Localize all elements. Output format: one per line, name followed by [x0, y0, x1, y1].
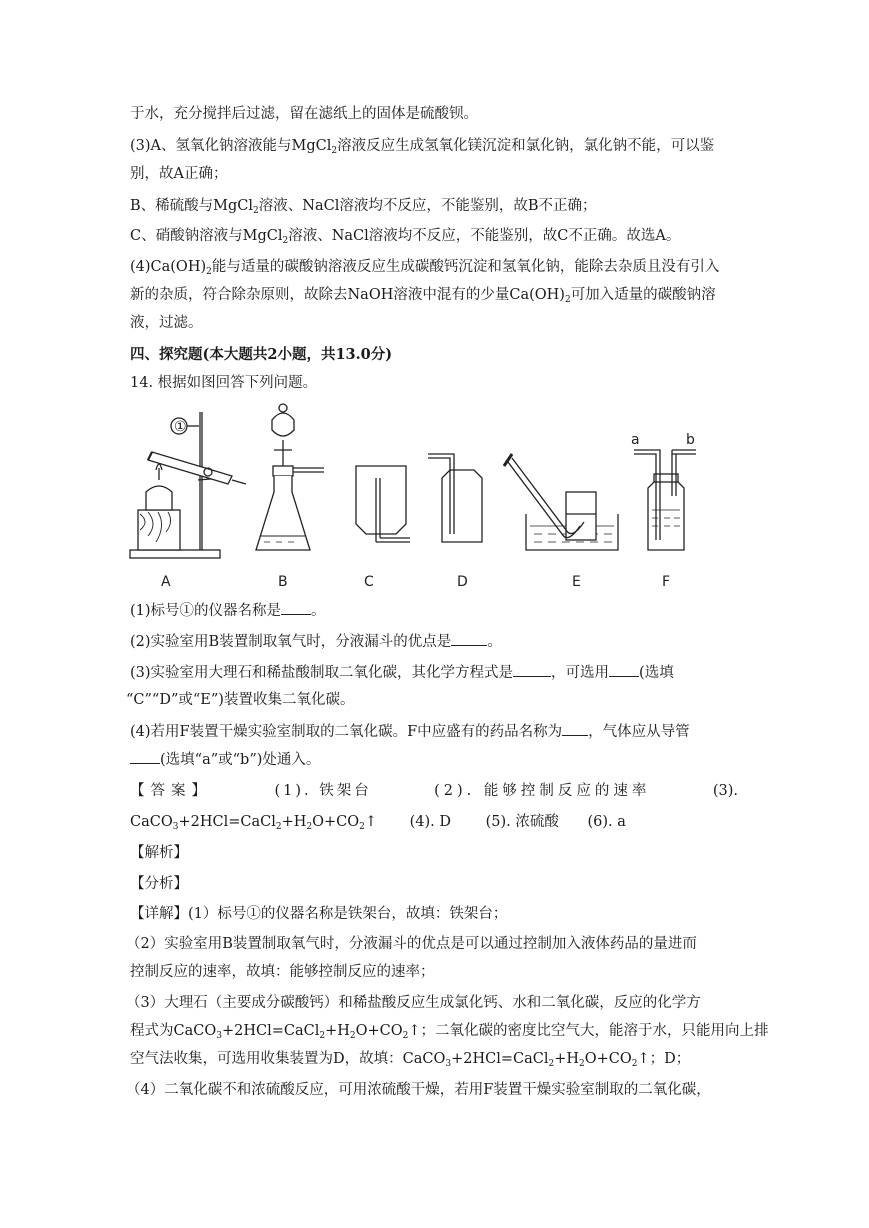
- text-line: C、硝酸钠溶液与MgCl$_2$溶液、NaCl溶液均不反应，不能鉴别，故C不正确。故选A。: [130, 228, 681, 246]
- figure-label-a: A: [161, 574, 171, 590]
- text-line: 液，过滤。: [130, 315, 203, 331]
- detail-line: 【详解】(1）标号①的仪器名称是铁架台，故填：铁架台；: [130, 906, 508, 922]
- text-line: 于水，充分搅拌后过滤，留在滤纸上的固体是硫酸钡。: [130, 106, 478, 122]
- detail-line: （2）实验室用B装置制取氧气时，分液漏斗的优点是可以通过控制加入液体药品的量进而: [126, 936, 697, 952]
- section-heading: 四、探究题(本大题共2小题，共13.0分): [130, 346, 393, 363]
- sub-question-3: (3)实验室用大理石和稀盐酸制取二氧化碳，其化学方程式是 ，可选用 (选填: [130, 662, 674, 683]
- apparatus-a: [130, 412, 246, 590]
- sub-question-4-cont: (选填“a”或“b”)处通入。: [130, 749, 320, 770]
- detail-line: （4）二氧化碳不和浓硫酸反应，可用浓硫酸干燥，若用F装置干燥实验室制取的二氧化碳，: [126, 1082, 711, 1098]
- detail-line: （3）大理石（主要成分碳酸钙）和稀盐酸反应生成氯化钙、水和二氧化碳，反应的化学方: [126, 995, 701, 1011]
- port-a-label: a: [631, 432, 640, 448]
- apparatus-e: [504, 454, 618, 590]
- answer-3-label: (3).: [712, 783, 738, 799]
- apparatus-c: [356, 466, 410, 590]
- apparatus-diagram: [128, 400, 708, 590]
- sub-question-1: (1)标号①的仪器名称是 。: [130, 600, 326, 621]
- apparatus-figure: [128, 400, 708, 590]
- figure-label-d: D: [457, 574, 468, 590]
- text-line: (3)A、氢氧化钠溶液能与MgCl$_2$溶液反应生成氢氧化镁沉淀和氯化钠，氯化钠不能，可以鉴: [130, 138, 715, 156]
- question-stem: 14. 根据如图回答下列问题。: [130, 375, 318, 391]
- answer-line-2: [130, 812, 626, 832]
- answer-blank: [513, 662, 551, 677]
- figure-label-b: B: [278, 574, 288, 590]
- figure-label-c: C: [364, 574, 374, 590]
- sub-question-4: (4)若用F装置干燥实验室制取的二氧化碳。F中应盛有的药品名称为 ，气体应从导管: [130, 721, 690, 742]
- figure-label-f: F: [662, 574, 671, 590]
- detail-line: 控制反应的速率，故填：能够控制反应的速率；: [130, 964, 435, 980]
- equation: $CaCO_3+2HCl=CaCl_2+H_2O+CO_2↑$: [130, 814, 378, 832]
- fenxi-label: 【分析】: [130, 876, 188, 892]
- text-line: 新的杂质，符合除杂原则，故除去NaOH溶液中混有的少量$Ca(OH)_2$可加入适量的碳酸钠溶: [130, 287, 716, 305]
- answer-5: (5). 浓硫酸: [485, 814, 559, 830]
- answer-blank: [281, 600, 311, 615]
- sub-question-3-cont: “C”“D”或“E”)装置收集二氧化碳。: [126, 692, 355, 708]
- jiexi-label: 【解析】: [130, 845, 188, 861]
- sub-question-2: (2)实验室用B装置制取氧气时，分液漏斗的优点是 。: [130, 631, 502, 652]
- answer-blank: [130, 749, 160, 764]
- port-b-label: b: [686, 432, 695, 448]
- apparatus-f: [631, 432, 696, 590]
- answer-6: (6). a: [587, 814, 626, 830]
- answer-label: 【答案】: [130, 783, 212, 799]
- answer-2: (2). 能够控制反应的速率: [434, 783, 651, 799]
- text-line: 别，故A正确；: [130, 166, 228, 182]
- text-line: $(4)Ca(OH)_2$能与适量的碳酸钠溶液反应生成碳酸钙沉淀和氢氧化钠，能除去杂质且没有引入: [130, 259, 720, 277]
- answer-line: [130, 781, 738, 801]
- apparatus-b: [256, 404, 324, 590]
- detail-line: 空气法收集，可选用收集装置为D，故填：$CaCO_3+2HCl=CaCl_2+H_2O+CO_2↑$；D；: [130, 1051, 691, 1069]
- answer-blank: [609, 662, 639, 677]
- answer-blank: [451, 631, 487, 646]
- answer-4: (4). D: [409, 814, 452, 830]
- text-line: B、稀硫酸与MgCl$_2$溶液、NaCl溶液均不反应，不能鉴别，故B不正确；: [130, 198, 597, 216]
- figure-label-e: E: [572, 574, 581, 590]
- answer-blank: [562, 721, 588, 736]
- svg-text:①: ①: [174, 419, 187, 435]
- detail-line: 程式为$CaCO_3+2HCl=CaCl_2+H_2O+CO_2↑$；二氧化碳的密度比空气大，能溶于水，只能用向上排: [130, 1023, 769, 1041]
- apparatus-d: [428, 454, 482, 590]
- answer-1: (1). 铁架台: [274, 783, 372, 799]
